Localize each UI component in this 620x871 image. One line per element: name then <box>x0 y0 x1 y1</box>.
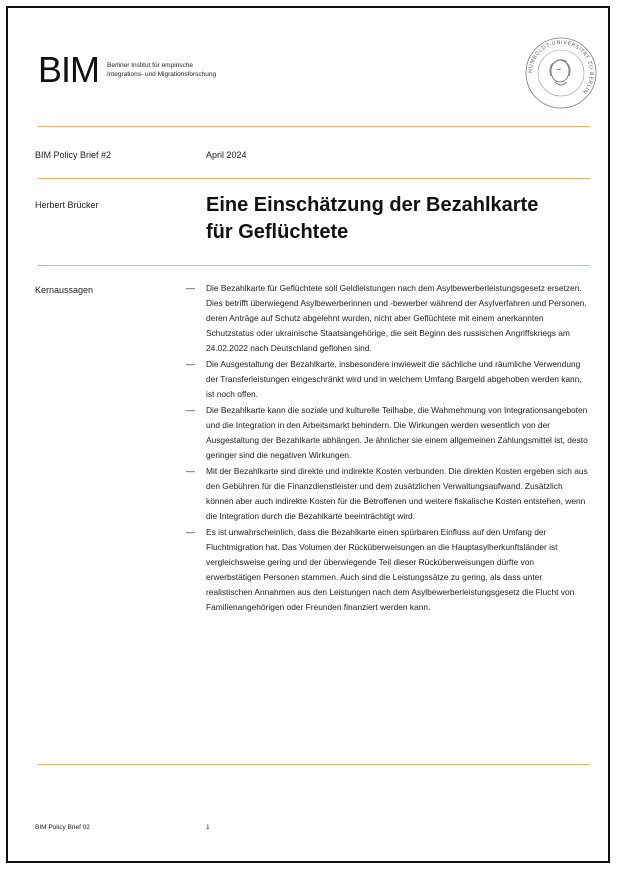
key-points-list <box>186 281 588 616</box>
logo-text <box>107 61 216 79</box>
title-line-1: Eine Einschätzung der Bezahlkarte <box>206 194 539 216</box>
dash-bullet: — <box>186 527 195 537</box>
author-label: Herbert Brücker <box>35 200 99 210</box>
list-item <box>186 281 588 356</box>
svg-text:HUMBOLDT-UNIVERSITÄT ZU BERLIN <box>528 40 594 95</box>
list-item <box>186 464 588 524</box>
dash-bullet: — <box>186 283 195 293</box>
divider-rule <box>38 126 590 127</box>
list-item-text: Es ist unwahrscheinlich, dass die Bezahlkarte einen spürbaren Einfluss auf den Umfang der Fluchtmigration hat. Das Volumen der Rücküberweisungen an die Hauptasylherkunftsländer ist vergleichsweise gering und der überwiegende Teil dieser Rücküberweisungen dürfte von erwerbstätigen Personen stammen. Auch sind die Leistungssätze zu gering, als dass unter realistischen Annahmen aus den Leistungen nach dem Asylbewerberleistungsgesetz die Flucht von Familienangehörigen oder Freunden finanziert werden kann. <box>206 527 575 612</box>
logo-line-2: Integrations- und Migrationsforschung <box>107 71 217 78</box>
footer-series-label: BIM Policy Brief 02 <box>35 824 90 831</box>
bim-logo <box>38 49 217 90</box>
logo-line-1: Berliner Institut für empirische <box>107 62 193 69</box>
divider-rule <box>38 265 590 266</box>
logo-mark: BIM <box>38 49 100 90</box>
divider-rule <box>38 178 590 179</box>
dash-bullet: — <box>186 405 195 415</box>
dash-bullet: — <box>186 359 195 369</box>
list-item <box>186 525 588 615</box>
list-item <box>186 403 588 463</box>
seal-text: HUMBOLDT-UNIVERSITÄT ZU BERLIN <box>527 39 595 96</box>
list-item <box>186 357 588 402</box>
list-item-text: Die Bezahlkarte kann die soziale und kulturelle Teilhabe, die Wahrnehmung von Integrationsangeboten und die Integration in den Arbeitsmarkt behindern. Die Wirkungen werden wesentlich von der Ausgestaltung der Bezahlkarte abhängen. Je ähnlicher sie einem allgemeinen Zahlungsmittel ist, desto geringer sind die negativen Wirkungen. <box>206 405 588 460</box>
series-label: BIM Policy Brief #2 <box>35 150 112 160</box>
document-page <box>6 6 610 863</box>
page-number: 1 <box>206 824 210 831</box>
list-item-text: Die Ausgestaltung der Bezahlkarte, insbesondere inwieweit die sächliche und räumliche Verwendung der Transferleistungen eingeschränkt wird und in welchem Umfang Bargeld abgehoben werden kann, ist noch offen. <box>206 359 582 399</box>
list-item-text: Die Bezahlkarte für Geflüchtete soll Geldleistungen nach dem Asylbewerberleistungsgesetz ersetzen. Dies betrifft überwiegend Asylbewerberinnen und -bewerber während der Asylverfahren und Personen, deren Anträge auf Schutz abgelehnt wurden, nicht aber Geflüchtete mit einem anerkannten Schutzstatus oder ukrainische Staatsangehörige, die seit Beginn des russischen Angriffskriegs am 24.02.2022 nach Deutschland geflohen sind. <box>206 283 587 353</box>
divider-rule <box>38 764 590 765</box>
page-title <box>206 192 586 246</box>
key-points-label: Kernaussagen <box>35 285 94 295</box>
list-item-text: Mit der Bezahlkarte sind direkte und indirekte Kosten verbunden. Die direkten Kosten ergeben sich aus den Gebühren für die Finanzdienstleister und dem zusätzlichen Verwaltungsaufwand. Zusätzlich können aber auch indirekte Kosten für die Betroffenen und weitere fiskalische Kosten entstehen, wenn die Integration durch die Bezahlkarte beeinträchtigt wird. <box>206 466 588 521</box>
title-line-2: für Geflüchtete <box>206 221 349 243</box>
dash-bullet: — <box>186 466 195 476</box>
university-seal-icon <box>524 36 598 110</box>
date-label: April 2024 <box>206 150 247 160</box>
